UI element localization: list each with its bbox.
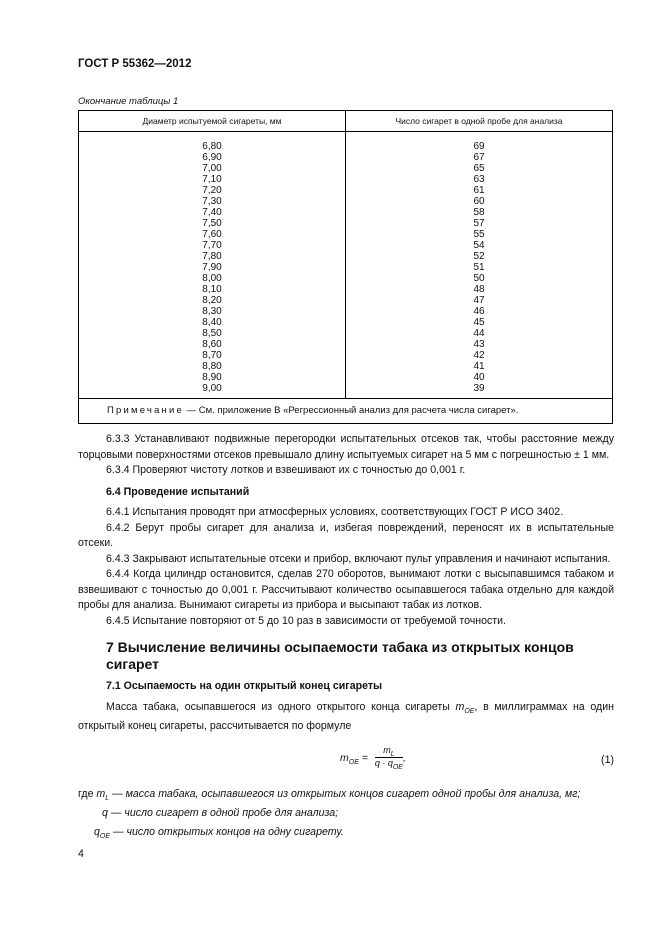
paragraph: 6.4.4 Когда цилиндр остановится, сделав 270 оборотов, вынимают лотки с высыпавшимся табаком и взвешивают с точностью до 0,001 г. Рассчитывают количество осыпавшегося табака отдельно для каждой пробы для анализа. Вынимают сигареты из прибора и высыпают табак из лотков. [78,568,614,611]
table-cell-count: 55 [473,229,485,240]
table-cell-count: 63 [473,174,485,185]
formula: $m_{OE}$ = $\frac{m_L}{q \cdot q_{OE}}$ , [340,744,406,772]
table-cell-count: 58 [473,207,485,218]
section-heading: 6.4 Проведение испытаний [106,485,250,498]
table-cell-diameter: 8,60 [202,339,222,350]
paragraph: 6.4.1 Испытания проводят при атмосферных условиях, соответствующих ГОСТ Р ИСО 3402. [106,506,564,518]
table-cell-diameter: 7,90 [202,262,222,273]
document-header: ГОСТ Р 55362—2012 [78,58,192,70]
table-cell-diameter: 8,80 [202,361,222,372]
table-cell-count: 57 [473,218,485,229]
table-cell-diameter: 7,30 [202,196,222,207]
table-cell-count: 50 [473,273,485,284]
body-text [78,432,614,860]
table-cell-count: 69 [473,141,485,152]
page-number: 4 [78,847,84,860]
table-cell-count: 67 [473,152,485,163]
table-cell-count: 61 [473,185,485,196]
note-label: Примечание [107,405,184,416]
chapter-heading: 7 Вычисление величины осыпаемости табака из открытых концов сигарет [106,639,574,672]
paragraph: 6.3.4 Проверяют чистоту лотков и взвешивают их с точностью до 0,001 г. [106,464,466,476]
table-cell-diameter: 8,70 [202,350,222,361]
table-cell-diameter: 6,90 [202,152,222,163]
paragraph: 6.4.5 Испытание повторяют от 5 до 10 раз в зависимости от требуемой точности. [106,614,506,627]
table-cell-count: 43 [473,339,485,350]
table-cell-diameter: 7,40 [202,207,222,218]
table-cell-diameter: 8,50 [202,328,222,339]
paragraph: 6.3.3 Устанавливают подвижные перегородки испытательных отсеков так, чтобы расстояние между торцовыми поверхностями отсеков превышало длину испытуемых сигарет на 5 мм с погрешностью ± 1 мм. [78,433,614,461]
table-cell-count: 52 [473,251,485,262]
table-cell-diameter: 7,60 [202,229,222,240]
table-cell-diameter: 8,40 [202,317,222,328]
formula-row [78,741,614,781]
table-cell-diameter: 8,00 [202,273,222,284]
table-cell-diameter: 6,80 [202,141,222,152]
table-cell-diameter: 7,00 [202,163,222,174]
diameter-column [79,132,346,398]
table-cell-diameter: 9,00 [202,383,222,394]
where-list [78,787,614,844]
table-cell-count: 46 [473,306,485,317]
table-cell-diameter: 7,70 [202,240,222,251]
paragraph: 6.4.3 Закрывают испытательные отсеки и прибор, включают пульт управления и начинают испытания. [106,552,611,565]
table-cell-count: 41 [473,361,485,372]
table-cell-diameter: 7,20 [202,185,222,196]
note-text: — См. приложение В «Регрессионный анализ для расчета числа сигарет». [184,405,519,416]
where-item: q — число сигарет в одной пробе для анализа; [102,806,339,819]
where-item: где $m_L$ — масса табака, осыпавшегося из открытых концов сигарет одной пробы для анализа, мг; [78,787,581,802]
table-cell-diameter: 8,10 [202,284,222,295]
count-column [346,141,612,394]
table-header-row [79,111,612,132]
table-note [79,398,612,423]
table-cell-count: 60 [473,196,485,207]
table-cell-count: 42 [473,350,485,361]
paragraph: 6.4.2 Берут пробы сигарет для анализа и, избегая повреждений, переносят их в испытательные отсеки. [78,521,614,549]
table-cell-count: 47 [473,295,485,306]
table-caption: Окончание таблицы 1 [78,96,179,107]
table-cell-count: 40 [473,372,485,383]
formula-number: (1) [601,753,614,766]
table-cell-diameter: 8,30 [202,306,222,317]
table-cell-diameter: 7,80 [202,251,222,262]
table-cell-count: 65 [473,163,485,174]
table-cell-diameter: 7,50 [202,218,222,229]
table-cell-count: 48 [473,284,485,295]
table-cell-diameter: 8,20 [202,295,222,306]
where-item: $q_{OE}$ — число открытых концов на одну сигарету. [94,825,344,840]
table-cell-diameter: 7,10 [202,174,222,185]
table-cell-count: 45 [473,317,485,328]
column-header: Диаметр испытуемой сигареты, мм [79,111,346,131]
table-cell-count: 44 [473,328,485,339]
section-heading: 7.1 Осыпаемость на один открытый конец сигареты [106,680,383,692]
table-cell-count: 39 [473,383,485,394]
column-header: Число сигарет в одной пробе для анализа [395,116,563,126]
table-cell-count: 51 [473,262,485,273]
table-cell-count: 54 [473,240,485,251]
table-cell-diameter: 8,90 [202,372,222,383]
paragraph: Масса табака, осыпавшегося из одного открытого конца сигареты $m_{OE}$, в миллиграммах на один открытый конец сигареты, рассчитывается по формуле [78,700,614,733]
table [78,110,613,424]
